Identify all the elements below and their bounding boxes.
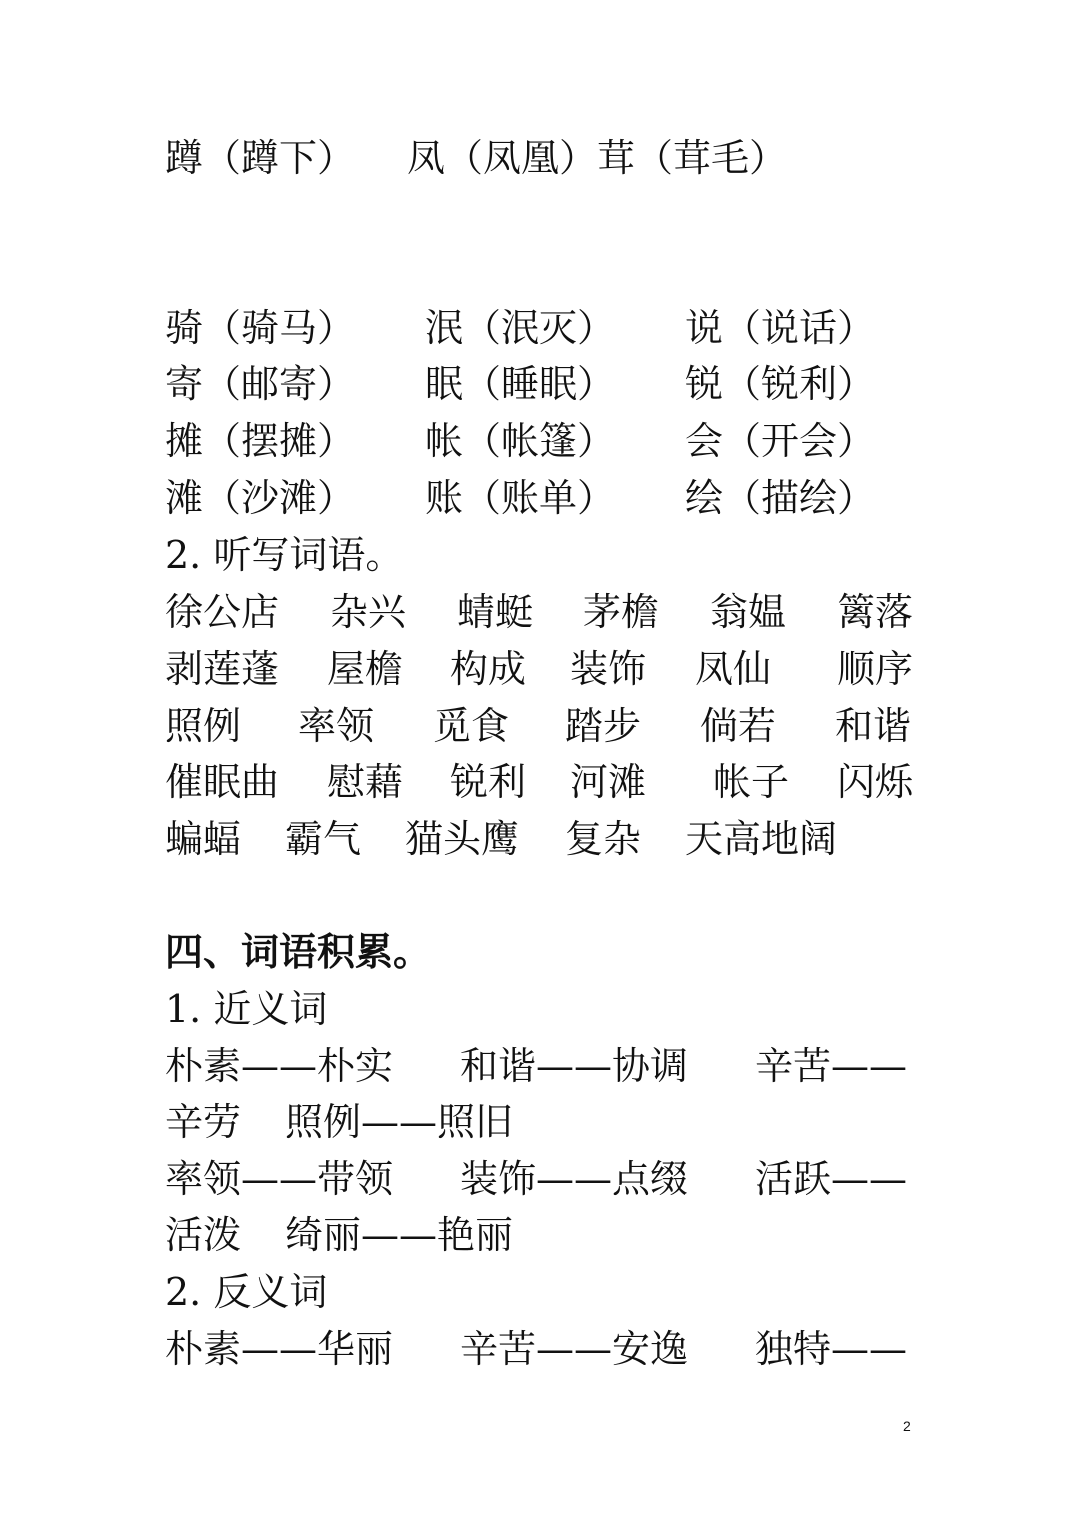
dictation-word: 闪烁 — [837, 760, 914, 804]
synonym-pair: 辛劳 — [165, 1100, 242, 1144]
word-pair: 凤（凤凰）茸（茸毛） — [407, 136, 788, 180]
dictation-word: 蝙蝠 — [165, 817, 242, 861]
dictation-word: 倘若 — [700, 704, 777, 748]
word-pair: 账（账单） — [425, 476, 616, 520]
word-pair: 会（开会） — [685, 419, 876, 463]
word-pair: 骑（骑马） — [165, 306, 356, 350]
synonym-pair: 装饰——点缀 — [460, 1157, 689, 1201]
dictation-word: 剥莲蓬 — [165, 647, 280, 691]
word-pair: 蹲（蹲下） — [165, 136, 356, 180]
dictation-word: 杂兴 — [330, 590, 407, 634]
dictation-word: 复杂 — [565, 817, 642, 861]
word-pair: 绘（描绘） — [685, 476, 876, 520]
page-number: 2 — [903, 1418, 911, 1434]
dictation-word: 翁媪 — [710, 590, 787, 634]
synonym-pair: 绮丽——艳丽 — [285, 1213, 514, 1257]
synonym-pair: 活泼 — [165, 1213, 242, 1257]
section-heading: 四、词语积累。 — [165, 930, 432, 974]
synonym-pair: 朴素——朴实 — [165, 1044, 394, 1088]
word-pair: 泯（泯灭） — [425, 306, 616, 350]
dictation-title: 2. 听写词语。 — [165, 533, 404, 577]
dictation-word: 构成 — [450, 647, 527, 691]
dictation-word: 慰藉 — [327, 760, 404, 804]
synonym-pair: 和谐——协调 — [460, 1044, 689, 1088]
antonyms-title: 2. 反义词 — [165, 1270, 328, 1314]
dictation-word: 和谐 — [835, 704, 912, 748]
word-pair: 眠（睡眠） — [425, 362, 616, 406]
dictation-word: 觅食 — [433, 704, 510, 748]
synonym-pair: 率领——带领 — [165, 1157, 394, 1201]
synonym-pair: 辛苦—— — [755, 1044, 908, 1088]
word-pair: 滩（沙滩） — [165, 476, 356, 520]
dictation-word: 篱落 — [837, 590, 914, 634]
synonyms-title: 1. 近义词 — [165, 987, 328, 1031]
word-pair: 说（说话） — [685, 306, 876, 350]
dictation-word: 茅檐 — [583, 590, 660, 634]
dictation-word: 锐利 — [450, 760, 527, 804]
word-pair: 帐（帐篷） — [425, 419, 616, 463]
dictation-word: 霸气 — [285, 817, 362, 861]
synonym-pair: 活跃—— — [755, 1157, 908, 1201]
dictation-word: 装饰 — [570, 647, 647, 691]
synonym-pair: 照例——照旧 — [285, 1100, 514, 1144]
dictation-word: 催眠曲 — [165, 760, 280, 804]
word-pair: 锐（锐利） — [685, 362, 876, 406]
dictation-word: 屋檐 — [327, 647, 404, 691]
word-pair: 寄（邮寄） — [165, 362, 356, 406]
dictation-word: 顺序 — [837, 647, 914, 691]
dictation-word: 凤仙 — [695, 647, 772, 691]
dictation-word: 猫头鹰 — [405, 817, 520, 861]
antonym-pair: 辛苦——安逸 — [460, 1327, 689, 1371]
dictation-word: 踏步 — [565, 704, 642, 748]
antonym-pair: 朴素——华丽 — [165, 1327, 394, 1371]
dictation-word: 河滩 — [570, 760, 647, 804]
dictation-word: 帐子 — [713, 760, 790, 804]
word-pair: 摊（摆摊） — [165, 419, 356, 463]
dictation-word: 率领 — [298, 704, 375, 748]
dictation-word: 蜻蜓 — [457, 590, 534, 634]
antonym-pair: 独特—— — [755, 1327, 908, 1371]
dictation-word: 照例 — [165, 704, 242, 748]
dictation-word: 徐公店 — [165, 590, 280, 634]
dictation-word: 天高地阔 — [685, 817, 838, 861]
